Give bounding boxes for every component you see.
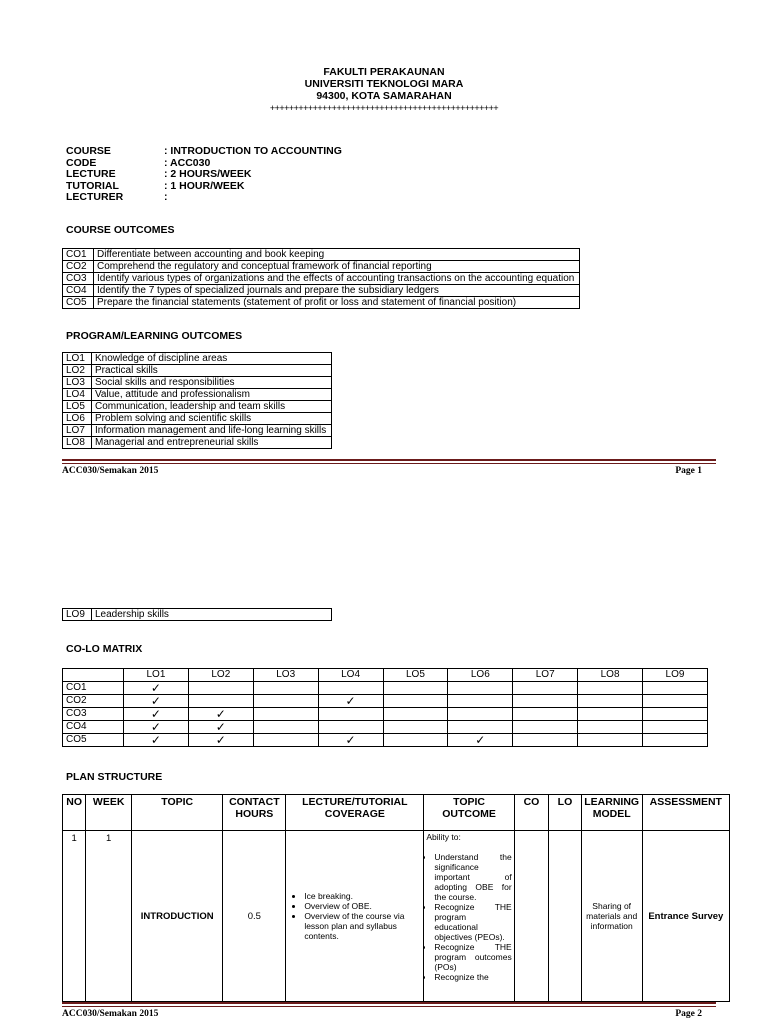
col-model-line2: MODEL <box>592 808 631 820</box>
co-code: CO2 <box>63 261 94 273</box>
code-label: CODE <box>66 156 97 169</box>
lecturer-label: LECTURER <box>66 191 124 203</box>
table-row <box>63 682 708 695</box>
check-mark: ✓ <box>124 721 189 734</box>
matrix-cell <box>383 734 448 747</box>
matrix-col-header: LO1 <box>124 669 189 682</box>
course-value: : INTRODUCTION TO ACCOUNTING <box>164 145 342 157</box>
matrix-col-header: LO9 <box>643 669 708 682</box>
university-name: UNIVERSITI TEKNOLOGI MARA <box>304 78 464 90</box>
co-code: CO4 <box>63 285 94 297</box>
table-row <box>63 285 580 297</box>
table-row <box>63 365 332 377</box>
lecture-value: : 2 HOURS/WEEK <box>164 168 252 180</box>
matrix-cell <box>513 695 578 708</box>
matrix-cell <box>253 695 318 708</box>
plan-title: PLAN STRUCTURE <box>66 771 163 783</box>
matrix-col-header: LO5 <box>383 669 448 682</box>
lo-code: LO9 <box>63 609 92 621</box>
matrix-cell <box>253 708 318 721</box>
lo-text: Managerial and entrepreneurial skills <box>92 437 332 449</box>
table-header-row <box>63 795 730 831</box>
matrix-cell <box>448 708 513 721</box>
check-mark: ✓ <box>124 734 189 747</box>
list-item: • Recognize THE program educational objectives (PEOs). <box>434 902 511 942</box>
matrix-cell <box>578 708 643 721</box>
matrix-row-label: CO2 <box>63 695 124 708</box>
lo-code: LO6 <box>63 413 92 425</box>
table-row <box>63 721 708 734</box>
col-lo: LO <box>549 795 581 831</box>
faculty-name: FAKULTI PERAKAUNAN <box>323 66 445 78</box>
matrix-cell <box>253 721 318 734</box>
matrix-col-header: LO6 <box>448 669 513 682</box>
course-outcomes-title: COURSE OUTCOMES <box>66 224 175 236</box>
lo-text: Leadership skills <box>92 609 332 621</box>
col-outcome-line2: OUTCOME <box>442 808 496 820</box>
matrix-row-label: CO5 <box>63 734 124 747</box>
matrix-row-label: CO3 <box>63 708 124 721</box>
co-text: Identify various types of organizations and the effects of accounting transactions on the accounting equation <box>94 273 580 285</box>
footer-doc-code: ACC030/Semakan 2015 <box>62 466 159 476</box>
lo-code: LO1 <box>63 353 92 365</box>
cell-topic-outcome <box>424 831 514 1002</box>
matrix-cell <box>383 695 448 708</box>
col-contact-hours <box>223 795 286 831</box>
cell-learning-model: Sharing of materials and information <box>581 831 642 1002</box>
table-row <box>63 401 332 413</box>
matrix-cell <box>318 682 383 695</box>
check-mark: ✓ <box>124 708 189 721</box>
table-row <box>63 389 332 401</box>
table-row <box>63 353 332 365</box>
footer-rule <box>62 459 716 464</box>
matrix-cell <box>448 695 513 708</box>
list-item: • Recognize the <box>434 972 511 982</box>
co-text: Differentiate between accounting and book keeping <box>94 249 580 261</box>
lo-code: LO7 <box>63 425 92 437</box>
matrix-cell <box>318 721 383 734</box>
list-item: • Recognize THE program outcomes (POs) <box>434 942 511 972</box>
lo-text: Value, attitude and professionalism <box>92 389 332 401</box>
cell-coverage <box>286 831 424 1002</box>
check-mark: ✓ <box>188 734 253 747</box>
lo-code: LO8 <box>63 437 92 449</box>
matrix-col-header: LO7 <box>513 669 578 682</box>
lo-code: LO3 <box>63 377 92 389</box>
col-outcome-line1: TOPIC <box>453 796 485 808</box>
matrix-cell <box>578 734 643 747</box>
check-mark: ✓ <box>188 721 253 734</box>
table-row <box>63 261 580 273</box>
col-topic: TOPIC <box>132 795 223 831</box>
address: 94300, KOTA SAMARAHAN <box>316 90 452 102</box>
matrix-cell <box>643 708 708 721</box>
col-contact-line2: HOURS <box>235 808 274 820</box>
col-co: CO <box>514 795 549 831</box>
matrix-cell <box>448 682 513 695</box>
matrix-cell <box>513 682 578 695</box>
col-week: WEEK <box>86 795 132 831</box>
matrix-header-row <box>63 669 708 682</box>
matrix-cell <box>643 682 708 695</box>
cell-lo <box>549 831 581 1002</box>
lo-text: Information management and life-long learning skills <box>92 425 332 437</box>
lo-text: Social skills and responsibilities <box>92 377 332 389</box>
table-row <box>63 425 332 437</box>
co-text: Comprehend the regulatory and conceptual framework of financial reporting <box>94 261 580 273</box>
lo-code: LO4 <box>63 389 92 401</box>
check-mark: ✓ <box>124 682 189 695</box>
matrix-corner <box>63 669 124 682</box>
matrix-cell <box>643 695 708 708</box>
cell-assessment: Entrance Survey <box>642 831 729 1002</box>
matrix-cell <box>383 708 448 721</box>
col-coverage-line2: COVERAGE <box>324 808 385 820</box>
lo-code: LO5 <box>63 401 92 413</box>
col-contact-line1: CONTACT <box>229 796 280 808</box>
table-row <box>63 273 580 285</box>
table-row <box>63 708 708 721</box>
matrix-row-label: CO1 <box>63 682 124 695</box>
matrix-col-header: LO2 <box>188 669 253 682</box>
matrix-cell <box>578 721 643 734</box>
table-row <box>63 377 332 389</box>
col-coverage-line1: LECTURE/TUTORIAL <box>302 796 408 808</box>
cell-week: 1 <box>86 831 132 1002</box>
table-row <box>63 297 580 309</box>
list-item: • Ice breaking. <box>304 891 417 901</box>
co-lo-matrix <box>62 668 708 747</box>
matrix-col-header: LO3 <box>253 669 318 682</box>
table-row <box>63 413 332 425</box>
lo-code: LO2 <box>63 365 92 377</box>
matrix-col-header: LO4 <box>318 669 383 682</box>
matrix-cell <box>188 695 253 708</box>
cell-no: 1 <box>63 831 86 1002</box>
check-mark: ✓ <box>318 695 383 708</box>
matrix-cell <box>578 682 643 695</box>
table-row <box>63 695 708 708</box>
matrix-cell <box>383 682 448 695</box>
lo-text: Communication, leadership and team skills <box>92 401 332 413</box>
col-coverage <box>286 795 424 831</box>
lecture-label: LECTURE <box>66 168 116 180</box>
matrix-cell <box>318 708 383 721</box>
matrix-cell <box>383 721 448 734</box>
table-row <box>63 734 708 747</box>
lo-text: Problem solving and scientific skills <box>92 413 332 425</box>
list-item: • Overview of OBE. <box>304 901 417 911</box>
check-mark: ✓ <box>188 708 253 721</box>
cell-hours: 0.5 <box>223 831 286 1002</box>
col-assessment: ASSESSMENT <box>642 795 729 831</box>
matrix-row-label: CO4 <box>63 721 124 734</box>
footer-page-number: Page 2 <box>675 1009 702 1019</box>
header-separator: ++++++++++++++++++++++++++++++++++++++++++++++++ <box>269 103 499 113</box>
matrix-cell <box>513 734 578 747</box>
table-row <box>63 437 332 449</box>
matrix-cell <box>253 734 318 747</box>
matrix-cell <box>513 721 578 734</box>
co-code: CO5 <box>63 297 94 309</box>
cell-topic: INTRODUCTION <box>132 831 223 1002</box>
footer-rule <box>62 1002 716 1007</box>
matrix-cell <box>188 682 253 695</box>
cell-co <box>514 831 549 1002</box>
list-item: • Overview of the course via lesson plan and syllabus contents. <box>304 911 417 941</box>
plan-structure-table <box>62 794 730 1002</box>
outcome-intro: Ability to: <box>426 832 461 842</box>
matrix-cell <box>578 695 643 708</box>
matrix-cell <box>643 721 708 734</box>
co-code: CO1 <box>63 249 94 261</box>
col-learning-model <box>581 795 642 831</box>
co-text: Prepare the financial statements (statement of profit or loss and statement of financial position) <box>94 297 580 309</box>
lo-text: Knowledge of discipline areas <box>92 353 332 365</box>
course-outcomes-table <box>62 248 580 309</box>
learning-outcomes-table <box>62 352 332 449</box>
tutorial-value: : 1 HOUR/WEEK <box>164 179 245 192</box>
tutorial-label: TUTORIAL <box>66 179 119 192</box>
matrix-title: CO-LO MATRIX <box>66 643 143 655</box>
course-label: COURSE <box>66 145 111 157</box>
matrix-cell <box>513 708 578 721</box>
matrix-cell <box>643 734 708 747</box>
col-no: NO <box>63 795 86 831</box>
co-code: CO3 <box>63 273 94 285</box>
lo-text: Practical skills <box>92 365 332 377</box>
check-mark: ✓ <box>448 734 513 747</box>
course-info <box>66 146 342 204</box>
footer-page-number: Page 1 <box>675 466 702 476</box>
learning-outcomes-title: PROGRAM/LEARNING OUTCOMES <box>66 330 243 342</box>
code-value: : ACC030 <box>164 156 211 169</box>
matrix-cell <box>253 682 318 695</box>
list-item: • Understand the significance important of adopting OBE for the course. <box>434 852 511 902</box>
table-row <box>63 831 730 1002</box>
matrix-cell <box>448 721 513 734</box>
check-mark: ✓ <box>318 734 383 747</box>
co-text: Identify the 7 types of specialized journals and prepare the subsidiary ledgers <box>94 285 580 297</box>
learning-outcomes-continued <box>62 608 332 621</box>
table-row <box>63 609 332 621</box>
col-model-line1: LEARNING <box>584 796 640 808</box>
lecturer-value: : <box>164 191 168 203</box>
footer-doc-code: ACC030/Semakan 2015 <box>62 1009 159 1019</box>
table-row <box>63 249 580 261</box>
matrix-col-header: LO8 <box>578 669 643 682</box>
check-mark: ✓ <box>124 695 189 708</box>
col-topic-outcome <box>424 795 514 831</box>
